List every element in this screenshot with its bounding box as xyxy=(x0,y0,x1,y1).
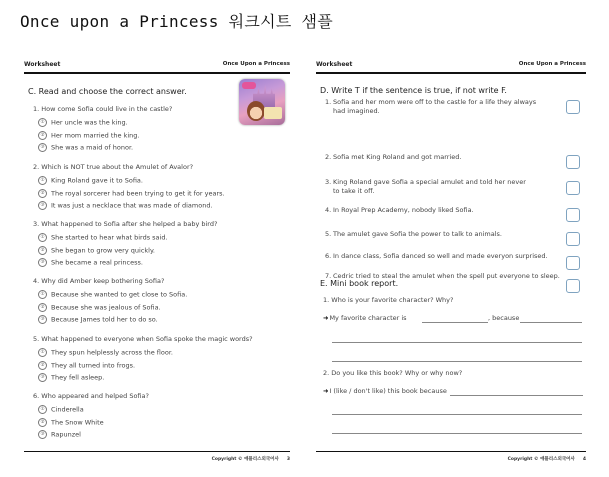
answer-option[interactable] xyxy=(38,303,161,312)
answer-checkbox[interactable] xyxy=(566,232,580,246)
answer-checkbox[interactable] xyxy=(566,256,580,270)
statement-number: 7. xyxy=(325,272,332,280)
answer-option[interactable] xyxy=(38,348,173,357)
copyright-text: Copyright © 애플리스외국어사 xyxy=(211,457,279,462)
answer-2-line xyxy=(323,387,447,395)
statement-text-continued: to take it off. xyxy=(333,187,375,195)
option-text: King Roland gave it to Sofia. xyxy=(51,176,143,185)
statement-text: In Royal Prep Academy, nobody liked Sofia. xyxy=(333,206,474,214)
worksheet-page-4 xyxy=(316,60,586,470)
statement-3 xyxy=(325,178,526,196)
option-number-icon: ③ xyxy=(38,143,47,152)
section-e-title: E. Mini book report. xyxy=(320,279,399,288)
statement-number: 1. xyxy=(325,98,332,106)
question-4: 4. Why did Amber keep bothering Sofia? xyxy=(33,277,165,285)
answer-checkbox[interactable] xyxy=(566,155,580,169)
statement-number: 3. xyxy=(325,178,332,186)
answer-checkbox[interactable] xyxy=(566,181,580,195)
character-blank[interactable] xyxy=(422,322,488,323)
option-text: The Snow White xyxy=(51,418,104,426)
statement-number: 5. xyxy=(325,230,332,238)
statement-text: Cedric tried to steal the amulet when the spell put everyone to sleep. xyxy=(333,272,560,280)
option-text: They spun helplessly across the floor. xyxy=(51,348,173,357)
section-d-title: D. Write T if the sentence is true, if not write F. xyxy=(320,86,507,95)
option-text: Because she wanted to get close to Sofia. xyxy=(51,290,188,299)
statement-text: The amulet gave Sofia the power to talk to animals. xyxy=(333,230,502,238)
statement-text: King Roland gave Sofia a special amulet and told her never xyxy=(333,178,526,186)
title-banner-graphic xyxy=(264,107,282,119)
section-c-title: C. Read and choose the correct answer. xyxy=(28,87,187,96)
statement-text: Sofia and her mom were off to the castle for a life they always xyxy=(333,98,537,106)
option-number-icon: ① xyxy=(38,176,47,185)
option-number-icon: ① xyxy=(38,290,47,299)
answer-option[interactable] xyxy=(38,315,158,324)
statement-4 xyxy=(325,206,474,215)
answer-2-line-2[interactable] xyxy=(332,414,582,415)
statement-1 xyxy=(325,98,536,116)
page-footer xyxy=(212,456,290,462)
option-text: Because James told her to do so. xyxy=(51,315,158,324)
option-text: Her uncle was the king. xyxy=(51,118,128,127)
question-2: 2. Which is NOT true about the Amulet of Avalor? xyxy=(33,163,194,171)
statement-5 xyxy=(325,230,502,239)
statement-2 xyxy=(325,153,461,162)
option-text: They fell asleep. xyxy=(51,373,105,382)
option-text: Cinderella xyxy=(51,405,84,414)
book-cover-image xyxy=(239,79,285,125)
option-number-icon: ① xyxy=(38,118,47,127)
page-title: Once upon a Princess 워크시트 샘플 xyxy=(20,12,334,31)
arrow-icon: ➜ xyxy=(323,314,329,322)
answer-option[interactable] xyxy=(38,418,104,427)
statement-number: 6. xyxy=(325,252,332,260)
option-text: It was just a necklace that was made of diamond. xyxy=(51,201,213,210)
option-text: She began to grow very quickly. xyxy=(51,246,155,254)
reason-blank[interactable] xyxy=(450,395,583,396)
option-text: She became a real princess. xyxy=(51,258,143,267)
answer-2-prefix: I (like / don't like) this book because xyxy=(329,387,447,395)
answer-option[interactable] xyxy=(38,131,140,140)
answer-1-mid: , because xyxy=(488,314,520,322)
answer-1-prefix: My favorite character is xyxy=(329,314,407,322)
option-number-icon: ③ xyxy=(38,201,47,210)
report-question-1: 1. Who is your favorite character? Why? xyxy=(323,296,454,304)
page-number: 4 xyxy=(582,457,586,462)
option-text: She was a maid of honor. xyxy=(51,143,134,152)
option-text: Because she was jealous of Sofia. xyxy=(51,303,161,311)
option-text: She started to hear what birds said. xyxy=(51,233,168,242)
option-number-icon: ① xyxy=(38,233,47,242)
answer-option[interactable] xyxy=(38,118,128,127)
answer-option[interactable] xyxy=(38,361,135,370)
page-header xyxy=(24,60,290,74)
question-1: 1. How come Sofia could live in the castle? xyxy=(33,105,173,113)
answer-option[interactable] xyxy=(38,143,133,152)
option-number-icon: ② xyxy=(38,418,47,427)
option-number-icon: ③ xyxy=(38,373,47,382)
statement-6 xyxy=(325,252,548,261)
option-text: They all turned into frogs. xyxy=(51,361,136,369)
answer-checkbox[interactable] xyxy=(566,279,580,293)
answer-checkbox[interactable] xyxy=(566,100,580,114)
option-text: The royal sorcerer had been trying to get it for years. xyxy=(51,189,225,197)
answer-checkbox[interactable] xyxy=(566,208,580,222)
answer-option[interactable] xyxy=(38,430,81,439)
statement-text-continued: had imagined. xyxy=(333,107,380,115)
copyright-text: Copyright © 애플리스외국어사 xyxy=(507,457,575,462)
option-number-icon: ③ xyxy=(38,430,47,439)
statement-text: Sofia met King Roland and got married. xyxy=(333,153,462,161)
page-header xyxy=(316,60,586,74)
footer-rule xyxy=(316,451,586,452)
logo-badge xyxy=(242,82,256,89)
header-left: Worksheet xyxy=(24,61,61,68)
question-5: 5. What happened to everyone when Sofia spoke the magic words? xyxy=(33,335,253,343)
header-left: Worksheet xyxy=(316,61,353,68)
option-number-icon: ① xyxy=(38,348,47,357)
option-text: Rapunzel xyxy=(51,430,81,439)
answer-1-line xyxy=(323,314,407,322)
page-number: 3 xyxy=(286,457,290,462)
option-number-icon: ③ xyxy=(38,315,47,324)
answer-2-line-3[interactable] xyxy=(332,433,582,434)
option-number-icon: ② xyxy=(38,246,47,255)
option-number-icon: ③ xyxy=(38,258,47,267)
statement-text: In dance class, Sofia danced so well and made everyon surprised. xyxy=(333,252,548,260)
answer-option[interactable] xyxy=(38,258,143,267)
answer-option[interactable] xyxy=(38,290,187,299)
arrow-icon: ➜ xyxy=(323,387,329,395)
answer-1-line-3[interactable] xyxy=(332,361,582,362)
header-right: Once Upon a Princess xyxy=(518,61,586,67)
option-number-icon: ② xyxy=(38,189,47,198)
because-blank[interactable] xyxy=(520,322,582,323)
answer-option[interactable] xyxy=(38,201,213,210)
answer-option[interactable] xyxy=(38,373,104,382)
worksheet-page-3 xyxy=(24,60,290,470)
answer-1-line-2[interactable] xyxy=(332,342,582,343)
princess-graphic xyxy=(247,101,265,121)
question-6: 6. Who appeared and helped Sofia? xyxy=(33,392,149,400)
question-3: 3. What happened to Sofia after she helped a baby bird? xyxy=(33,220,218,228)
option-number-icon: ② xyxy=(38,303,47,312)
option-number-icon: ① xyxy=(38,405,47,414)
report-question-2: 2. Do you like this book? Why or why now? xyxy=(323,369,463,377)
answer-option[interactable] xyxy=(38,189,225,198)
statement-number: 2. xyxy=(325,153,332,161)
page-footer xyxy=(508,456,586,462)
option-number-icon: ② xyxy=(38,361,47,370)
answer-option[interactable] xyxy=(38,405,84,414)
header-right: Once Upon a Princess xyxy=(222,61,290,67)
option-text: Her mom married the king. xyxy=(51,131,140,139)
statement-number: 4. xyxy=(325,206,332,214)
answer-option[interactable] xyxy=(38,176,143,185)
answer-option[interactable] xyxy=(38,233,168,242)
footer-rule xyxy=(24,451,290,452)
answer-option[interactable] xyxy=(38,246,155,255)
option-number-icon: ② xyxy=(38,131,47,140)
